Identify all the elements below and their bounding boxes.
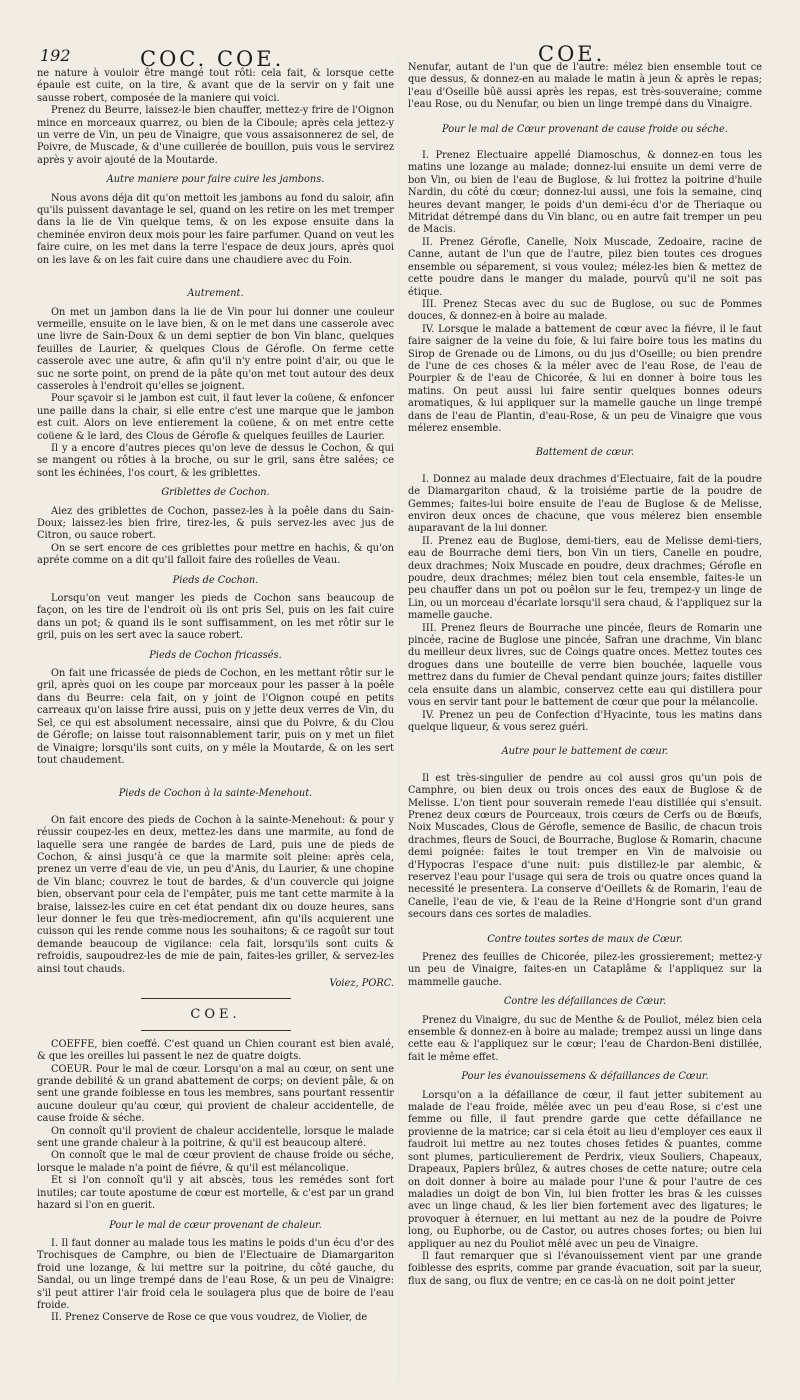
paragraph: Il y a encore d'autres pieces qu'on leve de dessus le Cochon, & qui se mangent ou rôties à la broche, ou sur le gril, sans être salées; ce sont les échinées, l'os court, & les griblettes. <box>37 442 394 479</box>
paragraph: Aiez des griblettes de Cochon, passez-les à la poêle dans du Sain-Doux; laissez-les bien frire, tirez-les, & puis servez-les avec jus de Citron, ou sauce robert. <box>37 505 394 542</box>
section-heading: Pieds de Cochon fricassés. <box>149 649 282 661</box>
cross-reference: Voiez, PORC. <box>329 978 394 989</box>
section-heading: Battement de cœur. <box>535 447 635 459</box>
section-title: COE. <box>190 1007 241 1023</box>
section-heading: Pieds de Cochon. <box>172 574 259 586</box>
page-crease <box>398 60 400 1380</box>
paragraph: ne nature à vouloir être mangé tout rôti: cela fait, & lorsque cette épaule est cuite, on la tire, & avant que de la servir on y fait une sausse robert, composée de la maniere qui voici. <box>37 68 394 104</box>
paragraph: III. Prenez fleurs de Bourrache une pincée, fleurs de Romarin une pincée, racine de Buglose une pincée, Safran une drachme, Vin blanc du meilleur deux livres, suc de Coings quatre onces. Mettez toutes ces drogues dans une bouteille de verre bien bouchée, laquelle vous mettrez dans du fumier de Cheval pendant quinze jours; faites distiller cela ensuite dans un alambic, conservez cette eau qui distillera pour vous en servir tant pour le battement de cœur que pour la mélancolie. <box>408 622 762 709</box>
paragraph: Lorsqu'on a la défaillance de cœur, il faut jetter subitement au malade de l'eau froide, mêlée avec un peu d'eau Rose, si c'est une femme ou fille, il faut prendre garde que cette défaillance ne provienne de la matrice; car si cela étoit au lieu d'employer ces eaux il faudroit lui mettre au nez toutes choses fetides & puantes, comme sont plumes, particulierement de Perdrix, vieux Souliers, Chapeaux, Drapeaux, Papiers brûlez, & autres choses de cette nature; outre cela on doit donner à boire au malade pour l'une & pour l'autre de ces maladies un doigt de bon Vin, lui bien frotter les bras & les cuisses avec un linge chaud, & les lier bien fortement avec des ligatures; le provoquer à éternuer, en lui mettant au nez de la poudre de Poivre long, ou Euphorbe, ou de Castor, ou autres choses fortes; ou bien lui appliquer au nez du Pouliot mêlé avec un peu de Vinaigre. <box>408 1089 762 1250</box>
paragraph: Nenufar, autant de l'un que de l'autre: mélez bien ensemble tout ce que dessus, & donnez-en au malade le matin à jeun & après le repas; l'eau d'Oseille bûë aussi après les repas, est très-souveraine; comme l'eau Rose, ou du Nenufar, ou bien un linge trempé dans du Vinaigre. <box>408 62 762 111</box>
section-heading: Pour le mal de cœur provenant de chaleur. <box>109 1219 322 1231</box>
paragraph: IV. Lorsque le malade a battement de cœur avec la fiévre, il le faut faire saigner de la veine du foie, & lui faire boire tous les matins du Sirop de Grenade ou de Limons, ou du jus d'Oseille; ou bien prendre de l'une de ces choses & la méler avec de l'eau Rose, de l'eau de Pourpier & de l'eau de Chicorée, & lui en donner à boire tous les matins. On peut aussi lui faire sentir quelques bonnes odeurs aromatiques, & lui appliquer sur la mamelle gauche un linge trempé dans de l'eau de Plantin, d'eau-Rose, & un peu de Vinaigre que vous mélerez ensemble. <box>408 323 762 434</box>
paragraph: Prenez du Beurre, laissez-le bien chauffer, mettez-y frire de l'Oignon mince en morceaux quarrez, ou bien de la Ciboule; après cela jettez-y un verre de Vin, un peu de Vinaigre, que vous assaisonnerez de sel, de Poivre, de Muscade, & d'une cuillerée de bouillon, puis vous le servirez après y avoir ajouté de la Moutarde. <box>37 105 394 166</box>
section-heading: Autre pour le battement de cœur. <box>501 746 669 758</box>
paragraph: On met un jambon dans la lie de Vin pour lui donner une couleur vermeille, ensuite on le lave bien, & on le met dans une casserole avec une livre de Sain-Doux & un demi septier de bon Vin blanc, quelques feuilles de Laurier, & quelques Clous de Gérofle. On ferme cette casserole avec une autre, & afin qu'il n'y entre point d'air, ou que le suc ne sorte point, on prend de la pâte qu'on met tout autour des deux casseroles à l'endroit qu'elles se joignent. <box>37 306 394 392</box>
section-heading: Griblettes de Cochon. <box>161 487 270 499</box>
section-heading: Pieds de Cochon à la sainte-Menehout. <box>118 788 313 800</box>
paragraph: I. Donnez au malade deux drachmes d'Electuaire, fait de la poudre de Diamargariton chaud, & la troisiéme partie de la poudre de Gemmes; faites-lui boire ensuite de l'eau de Buglose & de Melisse, environ deux onces de chacune, que vous mélerez bien ensemble auparavant de la lui donner. <box>408 473 762 535</box>
running-head-left: COC. COE. <box>140 47 285 71</box>
paragraph: Prenez des feuilles de Chicorée, pilez-les grossierement; mettez-y un peu de Vinaigre, faites-en un Cataplâme & l'appliquez sur la mammelle gauche. <box>408 952 762 988</box>
page-number: 192 <box>40 46 71 65</box>
paragraph: On fait une fricassée de pieds de Cochon, en les mettant rôtir sur le gril, après quoi on les coupe par morceaux pour les passer à la poêle dans du Beurre: cela fait, on y joint de l'Oignon coupé en petits carreaux qu'on laisse frire aussi, puis on y jette deux verres de Vin, du Sel, ce qui est absolument necessaire, ainsi que du Poivre, & du Clou de Gérofle; on laisse tout raisonnablement tarir, puis on y met un filet de Vinaigre; lorsqu'ils sont cuits, on y méle la Moutarde, & on les sert tout chaudement. <box>37 668 394 766</box>
paragraph: On connoît que le mal de cœur provient de chause froide ou séche, lorsque le malade n'a point de fiévre, & qu'il est mélancolique. <box>37 1150 394 1174</box>
section-heading: Autrement. <box>187 288 244 300</box>
section-heading: Pour les évanouissemens & défaillances de Cœur. <box>461 1071 709 1083</box>
divider <box>141 998 291 999</box>
section-heading: Contre toutes sortes de maux de Cœur. <box>487 933 683 945</box>
running-head-right: COE. <box>538 42 606 66</box>
paragraph: Et si l'on connoît qu'il y ait abscès, tous les remédes sont fort inutiles; car toute apostume de cœur est mortelle, & c'est par un grand hazard si l'on en guerit. <box>37 1175 394 1212</box>
paragraph: On fait encore des pieds de Cochon à la sainte-Menehout: & pour y réussir coupez-les en deux, mettez-les dans une marmite, au fond de laquelle sera une rangée de bardes de Lard, puis une de pieds de Cochon, & ainsi jusqu'à ce que la marmite soit pleine: après cela, prenez un verre d'eau de vie, un peu d'Anis, du Laurier, & une chopine de Vin blanc; couvrez le tout de bardes, & d'un couvercle qui joigne bien, observant pour cela de l'empâter, puis me tant cette marmite à la braise, laissez-les cuire en cet état pendant dix ou douze heures, sans leur donner le feu que très-mediocrement, afin qu'ils acquierent une cuisson qui les rende comme nous les souhaitons; & ce ragoût sur tout demande beaucoup de vigilance: cela fait, lorsqu'ils sont cuits & refroidis, saupoudrez-les de mie de pain, faites-les griller, & servez-les ainsi tout chauds. <box>37 814 394 975</box>
paragraph: On connoît qu'il provient de chaleur accidentelle, lorsque le malade sent une grande chaleur à la poitrine, & qu'il est beaucoup alteré. <box>37 1125 394 1150</box>
paragraph: III. Prenez Stecas avec du suc de Buglose, ou suc de Pommes douces, & donnez-en à boire au malade. <box>408 298 762 323</box>
paragraph: I. Prenez Electuaire appellé Diamoschus, & donnez-en tous les matins une lozange au malade; donnez-lui ensuite un demi verre de bon Vin, ou bien de l'eau de Buglose, & lui frottez la poitrine d'huile Nardin, du côté du cœur; donnez-lui aussi, une fois la semaine, cinq heures devant manger, le poids d'un demi-écu d'or de Theriaque ou Mitridat détrempé dans du Vin blanc, ou en autre fait tremper un peu de Macis. <box>408 150 762 236</box>
paragraph: II. Prenez eau de Buglose, demi-tiers, eau de Melisse demi-tiers, eau de Bourrache demi tiers, bon Vin un tiers, Canelle en poudre, deux drachmes; Noix Muscade en poudre, deux drachmes; Gérofle en poudre, deux drachmes; mélez bien tout cela ensemble, faites-le un peu chauffer dans un pot ou poêlon sur le feu, trempez-y un linge de Lin, ou un morceau d'écarlate lorsqu'il sera chaud, & l'appliquez sur la mamelle gauche. <box>408 535 762 622</box>
paragraph: Lorsqu'on veut manger les pieds de Cochon sans beaucoup de façon, on les tire de l'endroit où ils ont pris Sel, puis on les fait cuire dans un pot; & quand ils le sont suffisamment, on les met rôtir sur le gril, puis on les sert avec la sauce robert. <box>37 593 394 642</box>
paragraph: Prenez du Vinaigre, du suc de Menthe & de Pouliot, mélez bien cela ensemble & donnez-en à boire au malade; trempez aussi un linge dans cette eau & l'appliquez sur le cœur; l'eau de Chardon-Beni distillée, fait le même effet. <box>408 1014 762 1063</box>
paragraph: Nous avons déja dit qu'on mettoit les jambons au fond du saloir, afin qu'ils puissent davantage le sel, quand on les retire on les met tremper dans la lie de Vin quelque tems, & on les expose ensuite dans la cheminée environ deux mois pour les faire parfumer. Quand on veut les faire cuire, on les met dans la terre l'espace de deux jours, après quoi on les lave & on les fait cuire dans une chaudiere avec du Foin. <box>37 192 394 266</box>
paragraph: COEUR. Pour le mal de cœur. Lorsqu'on a mal au cœur, on sent une grande debilité & un grand abattement de corps; on devient pâle, & on sent une grande foiblesse en tous les membres, sans pourtant ressentir aucune douleur qu'au cœur, qui provient de chaleur accidentelle, de cause froide & séche. <box>37 1063 394 1125</box>
paragraph: II. Prenez Gérofle, Canelle, Noix Muscade, Zedoaire, racine de Canne, autant de l'un que de l'autre, pilez bien toutes ces drogues ensemble ou séparement, si vous voulez; mélez-les bien & mettez de cette poudre dans le manger du malade, pourvû qu'il ne soit pas étique. <box>408 236 762 298</box>
section-heading: Contre les défaillances de Cœur. <box>503 996 667 1008</box>
left-column <box>37 68 394 1325</box>
paragraph: Il est très-singulier de pendre au col aussi gros qu'un pois de Camphre, ou bien deux ou trois onces des eaux de Buglose & de Melisse. L'on tient pour souverain remede l'eau distillée qui s'ensuit. Prenez deux cœurs de Pourceaux, trois cœurs de Cerfs ou de Bœufs, Noix Muscades, Clous de Gérofle, semence de Basilic, de chacun trois drachmes, fleurs de Souci, de Bourrache, Buglose & Romarin, chacune demi poignée: faites le tout tremper en Vin de malvoisie ou d'Hypocras l'espace d'une nuit: puis distillez-le par alembic, & reservez l'eau pour l'usage qui sera de trois ou quatre onces quand la necessité le presentera. La conserve d'Oeillets & de Romarin, l'eau de Canelle, l'eau de vie, & l'eau de la Reine d'Hongrie sont d'un grand secours dans ces sortes de maladies. <box>408 772 762 921</box>
paragraph: II. Prenez Conserve de Rose ce que vous voudrez, de Violier, de <box>51 1312 368 1324</box>
paragraph: Il faut remarquer que si l'évanouissement vient par une grande foiblesse des esprits, comme par grande évacuation, soit par la sueur, flux de sang, ou flux de ventre; en ce cas-là on ne doit point jetter <box>408 1250 762 1287</box>
paragraph: Pour sçavoir si le jambon est cuit, il faut lever la coüene, & enfoncer une paille dans la chair, si elle entre c'est une marque que le jambon est cuit. Alors on leve entierement la coüene, & on met entre cette coüene & le lard, des Clous de Gérofle & quelques feuilles de Laurier. <box>37 393 394 442</box>
divider <box>141 1030 291 1031</box>
section-heading: Pour le mal de Cœur provenant de cause froide ou séche. <box>442 123 728 135</box>
paragraph: On se sert encore de ces griblettes pour mettre en hachis, & qu'on apréte comme on a dit qu'il falloit faire des roüelles de Veau. <box>37 542 394 567</box>
section-heading: Autre maniere pour faire cuire les jambons. <box>106 174 325 186</box>
paragraph: COEFFE, bien coeffé. C'est quand un Chien courant est bien avalé, & que les oreilles lui passent le nez de quatre doigts. <box>37 1038 394 1063</box>
paragraph: IV. Prenez un peu de Confection d'Hyacinte, tous les matins dans quelque liqueur, & vous serez guéri. <box>408 709 762 733</box>
right-column <box>408 62 762 1288</box>
paragraph: I. Il faut donner au malade tous les matins le poids d'un écu d'or des Trochisques de Camphre, ou bien de l'Electuaire de Diamargariton froid une lozange, & lui mettre sur la poitrine, du côté gauche, du Sandal, ou un linge trempé dans de l'eau Rose, & un peu de Vinaigre: s'il peut attirer l'air froid cela le soulagera plus que de boire de l'eau froide. <box>37 1237 394 1311</box>
